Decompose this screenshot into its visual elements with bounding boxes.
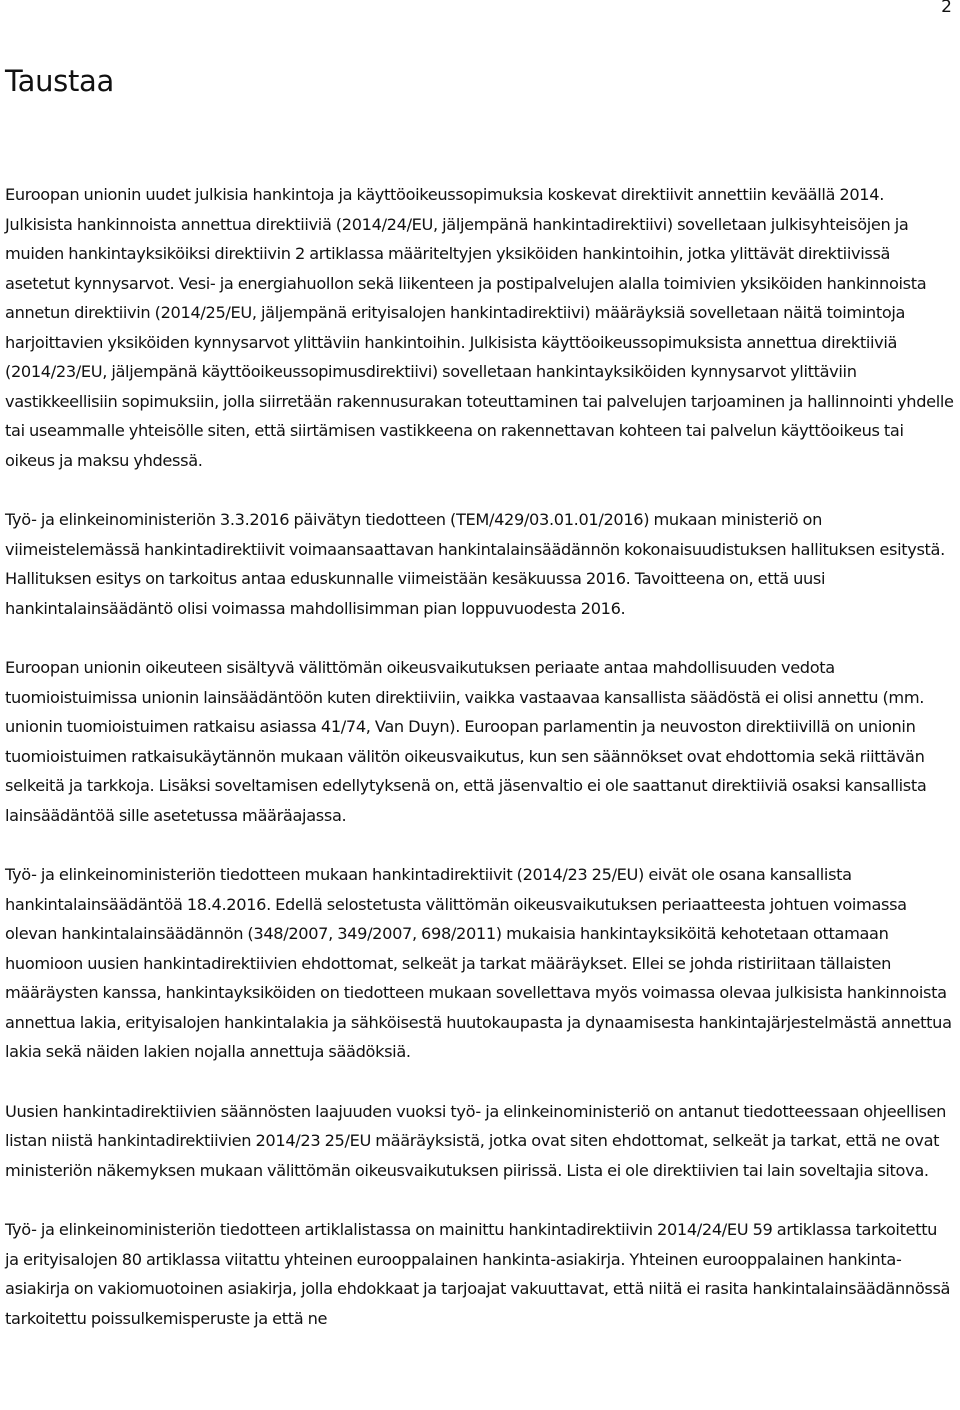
page-number: 2 [941,0,952,17]
paragraph-espd: Työ- ja elinkeinoministeriön tiedotteen artiklalistassa on mainittu hankintadirektiivin 2014/24/EU 59 artiklassa tarkoitettu ja erityisalojen 80 artiklassa viitattu yhteinen eurooppalainen hankinta-asiakirja. Yhteinen eurooppalainen hankinta-asiakirja on vakiomuotoinen asiakirja, jolla ehdokkaat ja tarjoajat vakuuttavat, että niitä ei rasita hankintalainsäädännössä tarkoitettu poissulkemisperuste ja että ne [5,1220,951,1328]
paragraph-article-list: Uusien hankintadirektiivien säännösten laajuuden vuoksi työ- ja elinkeinoministeriö on antanut tiedotteessaan ohjeellisen listan niistä hankintadirektiivien 2014/23 25/EU määräyksistä, jotka ovat siten ehdottomat, selkeät ja tarkat, että ne ovat ministeriön näkemyksen mukaan välittömän oikeusvaikutuksen piirissä. Lista ei ole direktiivien tai lain soveltajia sitova. [5,1101,947,1180]
paragraph-application-guidance: Työ- ja elinkeinoministeriön tiedotteen mukaan hankintadirektiivit (2014/23 25/EU) eivät ole osana kansallista hankintalainsäädäntöä 18.4.2016. Edellä selostetusta välittömän oikeusvaikutuksen periaatteesta johtuen voimassa olevan hankintalainsäädännön (348/2007, 349/2007, 698/2011) mukaisia hankintayksiköitä kehotetaan ottamaan huomioon uusien hankintadirektiivien ehdottomat, selkeät ja tarkat määräykset. Ellei se johda ristiriitaan tällaisten määräysten kanssa, hankintayksiköiden on tiedotteen mukaan sovellettava myös voimassa olevaa julkisista hankinnoista annettua lakia, erityisalojen hankintalakia ja sähköisestä huutokaupasta ja dynaamisesta hankintajärjestelmästä annettua lakia sekä näiden lakien nojalla annettuja säädöksiä. [5,865,952,1061]
paragraph-direct-effect: Euroopan unionin oikeuteen sisältyvä välittömän oikeusvaikutuksen periaate antaa mahdollisuuden vedota tuomioistuimissa unionin lainsäädäntöön kuten direktiiviin, vaikka vastaavaa kansallista säädöstä ei olisi annettu (mm. unionin tuomioistuimen ratkaisu asiassa 41/74, Van Duyn). Euroopan parlamentin ja neuvoston direktiivillä on unionin tuomioistuimen ratkaisukäytännön mukaan välitön oikeusvaikutus, kun sen säännökset ovat ehdottomia sekä riittävän selkeitä ja tarkkoja. Lisäksi soveltamisen edellytyksenä on, että jäsenvaltio ei ole saattanut direktiiviä osaksi kansallista lainsäädäntöä sille asetetussa määräajassa. [5,658,927,825]
document-body [5,180,955,1363]
paragraph-ministry-bulletin: Työ- ja elinkeinoministeriön 3.3.2016 päivätyn tiedotteen (TEM/429/03.01.01/2016) mukaan ministeriö on viimeistelemässä hankintadirektiivit voimaansaattavan hankintalainsäädännön kokonaisuudistuksen hallituksen esitystä. Hallituksen esitys on tarkoitus antaa eduskunnalle viimeistään kesäkuussa 2016. Tavoitteena on, että uusi hankintalainsäädäntö olisi voimassa mahdollisimman pian loppuvuodesta 2016. [5,510,945,618]
section-heading: Taustaa [5,64,114,98]
paragraph-directives-overview: Euroopan unionin uudet julkisia hankintoja ja käyttöoikeussopimuksia koskevat direktiivit annettiin keväällä 2014. Julkisista hankinnoista annettua direktiiviä (2014/24/EU, jäljempänä hankintadirektiivi) sovelletaan julkisyhteisöjen ja muiden hankintayksiköiksi direktiivin 2 artiklassa määriteltyjen yksiköiden hankintoihin, jotka ylittävät direktiivissä asetetut kynnysarvot. Vesi- ja energiahuollon sekä liikenteen ja postipalvelujen alalla toimivien yksiköiden hankinnoista annetun direktiivin (2014/25/EU, jäljempänä erityisalojen hankintadirektiivi) määräyksiä sovelletaan näitä toimintoja harjoittavien yksiköiden kynnysarvot ylittäviin hankintoihin. Julkisista käyttöoikeussopimuksista annettua direktiiviä (2014/23/EU, jäljempänä käyttöoikeussopimusdirektiivi) sovelletaan hankintayksiköiden kynnysarvot ylittäviin vastikkeellisiin sopimuksiin, jolla siirretään rakennusurakan toteuttaminen tai palvelujen tarjoaminen ja hallinnointi yhdelle tai useammalle yhteisölle siten, että siirtämisen vastikkeena on rakennettavan kohteen tai palvelun käyttöoikeus tai oikeus ja maksu yhdessä. [5,185,954,470]
